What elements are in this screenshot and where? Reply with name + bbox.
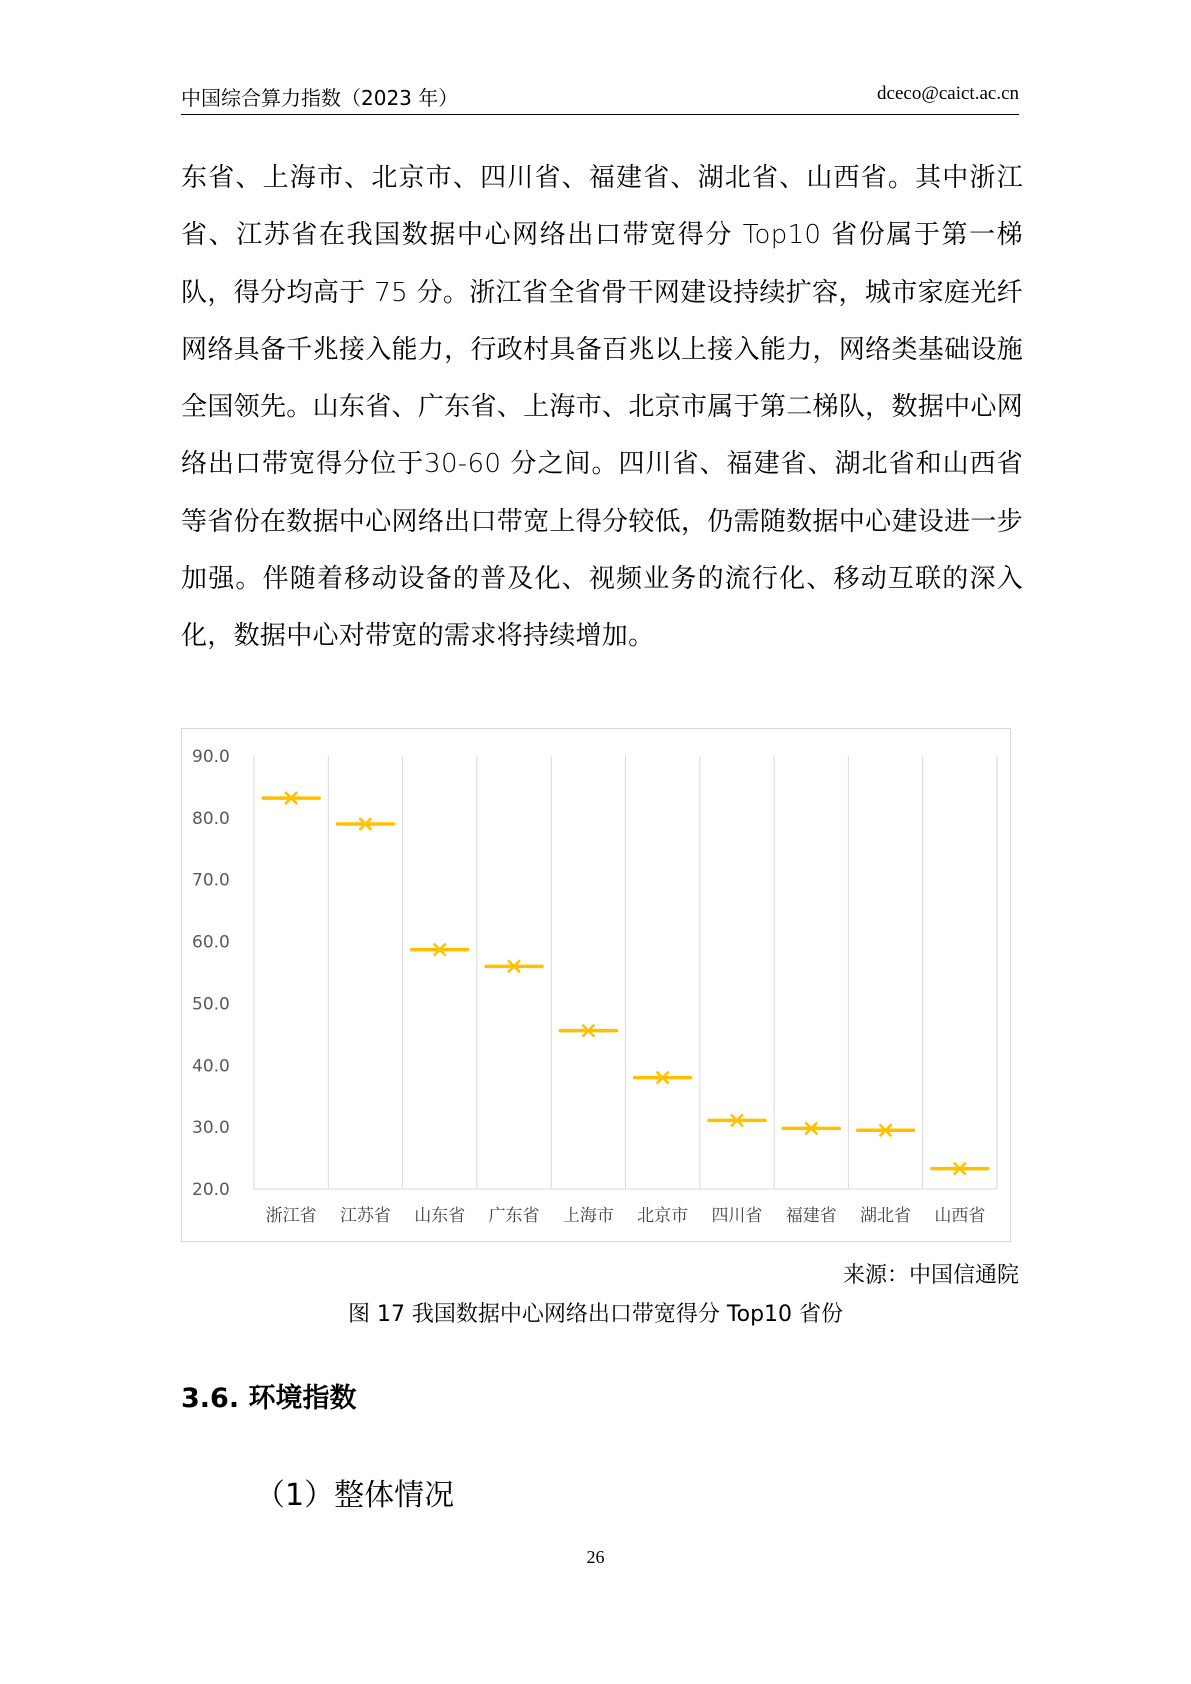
x-category-label: 福建省	[785, 1206, 837, 1226]
data-marker	[783, 1122, 839, 1134]
data-marker	[709, 1114, 765, 1126]
x-category-label: 江苏省	[339, 1206, 391, 1226]
x-category-label: 四川省	[711, 1206, 763, 1226]
section-heading: 3.6. 环境指数	[181, 1383, 357, 1414]
data-marker	[560, 1025, 616, 1037]
section-subheading: （1）整体情况	[255, 1478, 455, 1513]
data-marker	[858, 1124, 914, 1136]
x-category-label: 上海市	[562, 1206, 614, 1226]
x-category-label: 浙江省	[265, 1206, 317, 1226]
y-tick-label: 40.0	[192, 1056, 230, 1077]
chart-svg	[182, 729, 1010, 1241]
figure-caption: 图 17 我国数据中心网络出口带宽得分 Top10 省份	[347, 1302, 844, 1327]
y-tick-label: 70.0	[192, 870, 230, 891]
y-tick-label: 60.0	[192, 932, 230, 953]
data-marker	[412, 944, 468, 956]
data-marker	[337, 818, 393, 830]
bandwidth-chart	[181, 728, 1011, 1242]
y-tick-label: 90.0	[192, 747, 230, 767]
x-category-label: 湖北省	[860, 1206, 912, 1226]
page-number: 26	[586, 1547, 605, 1567]
figure-source: 来源：中国信通院	[842, 1263, 1019, 1288]
data-marker	[932, 1163, 988, 1175]
body-paragraph: 东省、上海市、北京市、四川省、福建省、湖北省、山西省。其中浙江省、江苏省在我国数据中心网络出口带宽得分 Top10 省份属于第一梯队，得分均高于 75 分。浙江省全省骨干网建设持续扩容，城市家庭光纤网络具备千兆接入能力，行政村具备百兆以上接入能力，网络类基础设施全国领先。山东省、广东省、上海市、北京市属于第二梯队，数据中心网络出口带宽得分位于30-60 分之间。四川省、福建省、湖北省和山西省等省份在数据中心网络出口带宽上得分较低，仍需随数据中心建设进一步加强。伴随着移动设备的普及化、视频业务的流行化、移动互联的深入化，数据中心对带宽的需求将持续增加。	[181, 163, 1023, 652]
x-category-label: 山东省	[414, 1206, 466, 1226]
data-marker	[263, 792, 319, 804]
x-category-label: 北京市	[637, 1206, 689, 1226]
x-category-label: 山西省	[934, 1206, 986, 1226]
page-header	[181, 78, 1019, 115]
y-tick-label: 80.0	[192, 808, 230, 829]
data-marker	[486, 960, 542, 972]
header-title: 中国综合算力指数（2023 年）	[181, 86, 459, 110]
y-tick-label: 30.0	[192, 1118, 230, 1139]
header-email: dceco@caict.ac.cn	[877, 83, 1019, 104]
data-marker	[635, 1072, 691, 1084]
x-category-label: 广东省	[488, 1206, 540, 1226]
y-tick-label: 50.0	[192, 994, 230, 1015]
y-tick-label: 20.0	[192, 1180, 230, 1200]
